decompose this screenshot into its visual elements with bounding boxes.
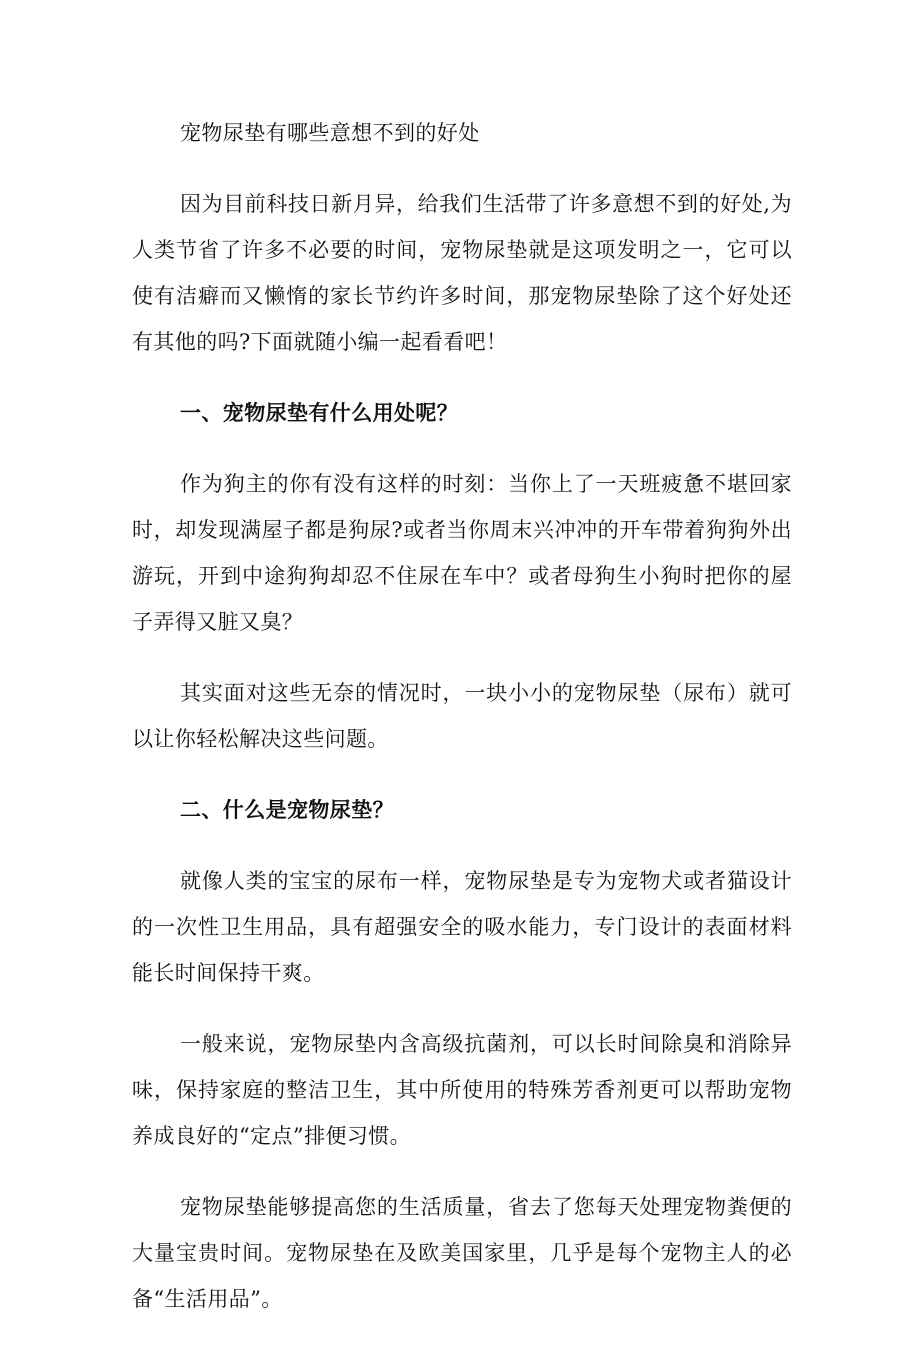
document-title: 宠物尿垫有哪些意想不到的好处 bbox=[180, 121, 480, 145]
section-1-paragraph-2: 其实面对这些无奈的情况时，一块小小的宠物尿垫（尿布）就可以让你轻松解决这些问题。 bbox=[132, 681, 792, 751]
section-2-paragraph-1: 就像人类的宝宝的尿布一样，宠物尿垫是专为宠物犬或者猫设计的一次性卫生用品，具有超强安全的吸水能力，专门设计的表面材料能长时间保持干爽。 bbox=[132, 869, 792, 985]
section-2-paragraph-2: 一般来说，宠物尿垫内含高级抗菌剂，可以长时间除臭和消除异味，保持家庭的整洁卫生，其中所使用的特殊芳香剂更可以帮助宠物养成良好的“定点”排便习惯。 bbox=[132, 1032, 792, 1148]
intro-paragraph: 因为目前科技日新月异，给我们生活带了许多意想不到的好处,为人类节省了许多不必要的时间，宠物尿垫就是这项发明之一，它可以使有洁癖而又懒惰的家长节约许多时间，那宠物尿垫除了这个好处还有其他的吗?下面就随小编一起看看吧！ bbox=[132, 192, 792, 354]
section-1-paragraph-1: 作为狗主的你有没有这样的时刻：当你上了一天班疲惫不堪回家时，却发现满屋子都是狗尿?或者当你周末兴冲冲的开车带着狗狗外出游玩，开到中途狗狗却忍不住尿在车中？或者母狗生小狗时把你的屋子弄得又脏又臭？ bbox=[132, 472, 792, 634]
document-body bbox=[132, 110, 792, 1347]
section-2-heading: 二、什么是宠物尿垫？ bbox=[180, 797, 394, 822]
section-1-heading: 一、宠物尿垫有什么用处呢？ bbox=[180, 400, 459, 425]
section-2-paragraph-3: 宠物尿垫能够提高您的生活质量，省去了您每天处理宠物粪便的大量宝贵时间。宠物尿垫在及欧美国家里，几乎是每个宠物主人的必备“生活用品”。 bbox=[132, 1195, 792, 1311]
